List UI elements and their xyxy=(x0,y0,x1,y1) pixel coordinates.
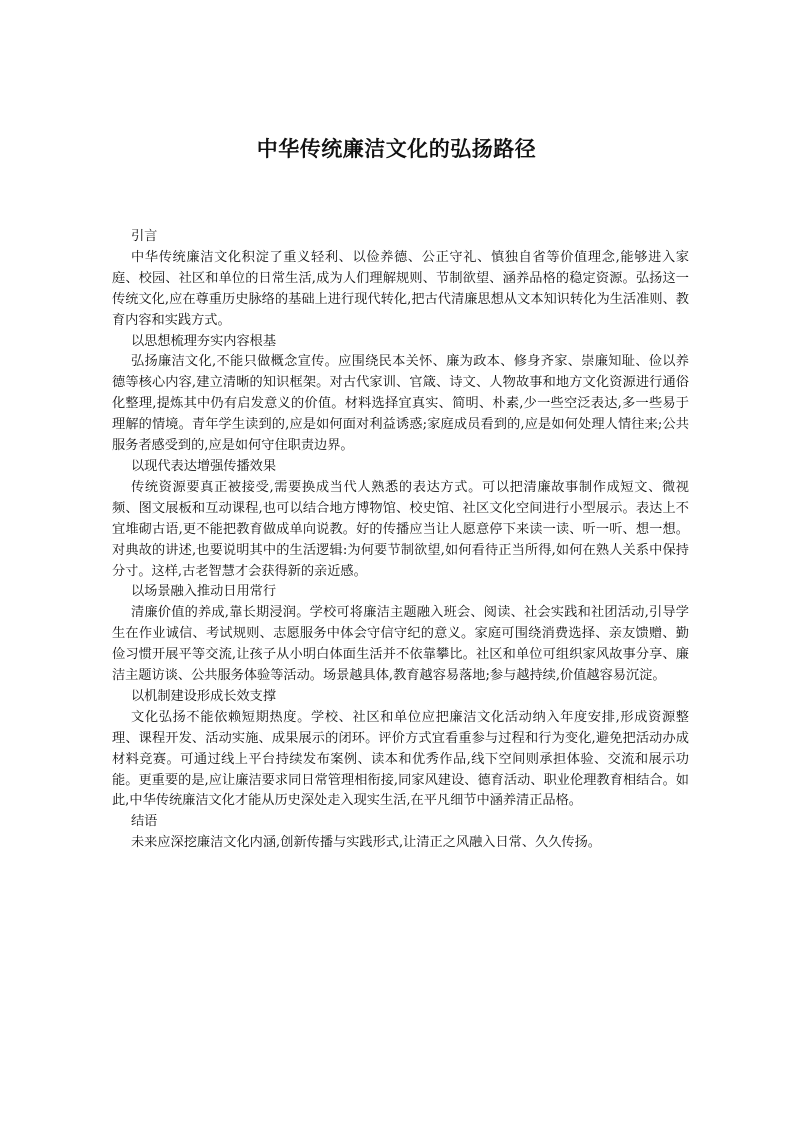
section-paragraph-modern-expression: 传统资源要真正被接受,需要换成当代人熟悉的表达方式。可以把清廉故事制作成短文、微视频、图文展板和互动课程,也可以结合地方博物馆、校史馆、社区文化空间进行小型展示。表达上不宜堆砌古语,更不能把教育做成单向说教。好的传播应当让人愿意停下来读一读、听一听、想一想。对典故的讲述,也要说明其中的生活逻辑:为何要节制欲望,如何看待正当所得,如何在熟人关系中保持分寸。这样,古老智慧才会获得新的亲近感。 xyxy=(112,479,689,579)
section-paragraph-conclusion: 未来应深挖廉洁文化内涵,创新传播与实践形式,让清正之风融入日常、久久传扬。 xyxy=(131,835,601,851)
document-body xyxy=(112,227,689,854)
section-heading-modern-expression: 以现代表达增强传播效果 xyxy=(131,458,277,474)
section-heading-introduction: 引言 xyxy=(131,229,158,244)
section-heading-mechanism-building: 以机制建设形成长效支撑 xyxy=(131,688,277,704)
section-paragraph-content-foundation: 弘扬廉洁文化,不能只做概念宣传。应围绕民本关怀、廉为政本、修身齐家、崇廉知耻、俭以养德等核心内容,建立清晰的知识框架。对古代家训、官箴、诗文、人物故事和地方文化资源进行通俗化整理,提炼其中仍有启发意义的价值。材料选择宜真实、简明、朴素,少一些空泛表达,多一些易于理解的情境。青年学生读到的,应是如何面对利益诱惑;家庭成员看到的,应是如何处理人情往来;公共服务者感受到的,应是如何守住职责边界。 xyxy=(112,354,689,454)
section-paragraph-mechanism-building: 文化弘扬不能依赖短期热度。学校、社区和单位应把廉洁文化活动纳入年度安排,形成资源整理、课程开发、活动实施、成果展示的闭环。评价方式宜看重参与过程和行为变化,避免把活动办成材料竞赛。可通过线上平台持续发布案例、读本和优秀作品,线下空间则承担体验、交流和展示功能。更重要的是,应让廉洁要求同日常管理相衔接,同家风建设、德育活动、职业伦理教育相结合。如此,中华传统廉洁文化才能从历史深处走入现实生活,在平凡细节中涵养清正品格。 xyxy=(112,709,689,809)
document-title: 中华传统廉洁文化的弘扬路径 xyxy=(256,137,537,161)
section-paragraph-daily-scenarios: 清廉价值的养成,靠长期浸润。学校可将廉洁主题融入班会、阅读、社会实践和社团活动,引导学生在作业诚信、考试规则、志愿服务中体会守信守纪的意义。家庭可围绕消费选择、亲友馈赠、勤俭习惯开展平等交流,让孩子从小明白体面生活并不依靠攀比。社区和单位可组织家风故事分享、廉洁主题访谈、公共服务体验等活动。场景越具体,教育越容易落地;参与越持续,价值越容易沉淀。 xyxy=(112,605,689,684)
section-heading-content-foundation: 以思想梳理夯实内容根基 xyxy=(131,333,277,349)
section-heading-conclusion: 结语 xyxy=(131,814,158,830)
section-paragraph-introduction: 中华传统廉洁文化积淀了重义轻利、以俭养德、公正守礼、慎独自省等价值理念,能够进入家庭、校园、社区和单位的日常生活,成为人们理解规则、节制欲望、涵养品格的稳定资源。弘扬这一传统文化,应在尊重历史脉络的基础上进行现代转化,把古代清廉思想从文本知识转化为生活准则、教育内容和实践方式。 xyxy=(112,249,689,328)
section-heading-daily-scenarios: 以场景融入推动日用常行 xyxy=(131,584,277,600)
